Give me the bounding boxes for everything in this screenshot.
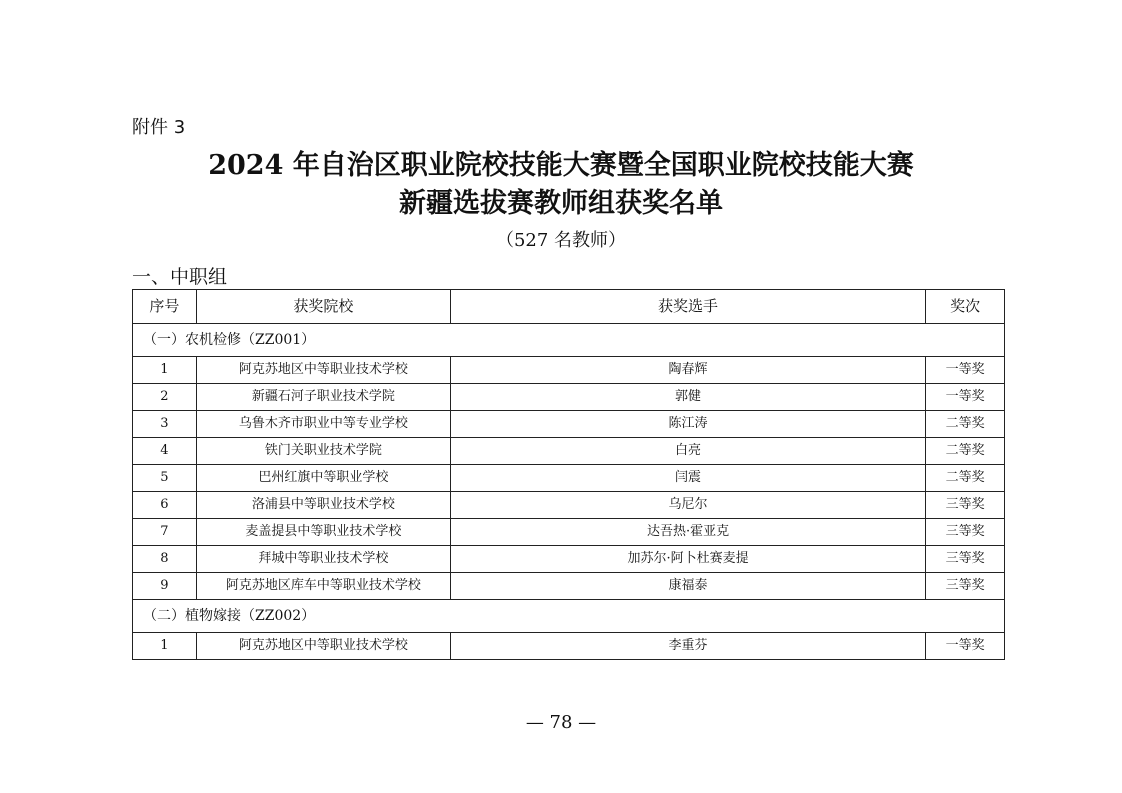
table-row [133, 411, 1005, 438]
column-header-school: 获奖院校 [196, 290, 450, 324]
cell-school: 乌鲁木齐市职业中等专业学校 [196, 411, 450, 438]
cell-number: 6 [133, 492, 197, 519]
cell-school: 阿克苏地区库车中等职业技术学校 [196, 573, 450, 600]
cell-winner: 李重芬 [450, 633, 925, 660]
section-heading: 一、中职组 [132, 266, 228, 288]
cell-number: 3 [133, 411, 197, 438]
cell-number: 7 [133, 519, 197, 546]
page-number: — 78 — [525, 712, 597, 733]
group-label: （二）植物嫁接（ZZ002） [133, 600, 1005, 633]
cell-school: 洛浦县中等职业技术学校 [196, 492, 450, 519]
cell-winner: 陶春辉 [450, 357, 925, 384]
cell-award: 三等奖 [926, 492, 1005, 519]
cell-winner: 康福泰 [450, 573, 925, 600]
cell-award: 一等奖 [926, 633, 1005, 660]
cell-school: 拜城中等职业技术学校 [196, 546, 450, 573]
cell-award: 一等奖 [926, 384, 1005, 411]
cell-winner: 乌尼尔 [450, 492, 925, 519]
cell-school: 铁门关职业技术学院 [196, 438, 450, 465]
cell-award: 三等奖 [926, 573, 1005, 600]
cell-school: 巴州红旗中等职业学校 [196, 465, 450, 492]
cell-number: 1 [133, 357, 197, 384]
table-row [133, 357, 1005, 384]
table-row [133, 465, 1005, 492]
table-row [133, 633, 1005, 660]
cell-number: 9 [133, 573, 197, 600]
cell-school: 麦盖提县中等职业技术学校 [196, 519, 450, 546]
attachment-label: 附件 3 [132, 117, 186, 138]
cell-winner: 白亮 [450, 438, 925, 465]
document-title-line1: 2024 年自治区职业院校技能大赛暨全国职业院校技能大赛 [208, 150, 914, 181]
document-title-line2: 新疆选拔赛教师组获奖名单 [399, 188, 723, 219]
cell-award: 二等奖 [926, 438, 1005, 465]
award-table [132, 289, 1005, 660]
cell-number: 4 [133, 438, 197, 465]
teacher-count: （527 名教师） [495, 230, 627, 251]
table-row [133, 492, 1005, 519]
cell-winner: 加苏尔·阿卜杜赛麦提 [450, 546, 925, 573]
table-row [133, 573, 1005, 600]
column-header-award: 奖次 [926, 290, 1005, 324]
table-row [133, 438, 1005, 465]
cell-winner: 陈江涛 [450, 411, 925, 438]
cell-number: 5 [133, 465, 197, 492]
column-header-number: 序号 [133, 290, 197, 324]
table-row [133, 384, 1005, 411]
cell-award: 三等奖 [926, 546, 1005, 573]
cell-award: 一等奖 [926, 357, 1005, 384]
cell-school: 阿克苏地区中等职业技术学校 [196, 633, 450, 660]
cell-school: 新疆石河子职业技术学院 [196, 384, 450, 411]
cell-winner: 郭健 [450, 384, 925, 411]
cell-award: 二等奖 [926, 411, 1005, 438]
cell-winner: 达吾热·霍亚克 [450, 519, 925, 546]
group-row [133, 324, 1005, 357]
table-row [133, 546, 1005, 573]
cell-award: 二等奖 [926, 465, 1005, 492]
table-row [133, 519, 1005, 546]
cell-winner: 闫震 [450, 465, 925, 492]
cell-award: 三等奖 [926, 519, 1005, 546]
table-header-row [133, 290, 1005, 324]
cell-number: 8 [133, 546, 197, 573]
cell-number: 2 [133, 384, 197, 411]
group-row [133, 600, 1005, 633]
group-label: （一）农机检修（ZZ001） [133, 324, 1005, 357]
column-header-winner: 获奖选手 [450, 290, 925, 324]
cell-school: 阿克苏地区中等职业技术学校 [196, 357, 450, 384]
cell-number: 1 [133, 633, 197, 660]
